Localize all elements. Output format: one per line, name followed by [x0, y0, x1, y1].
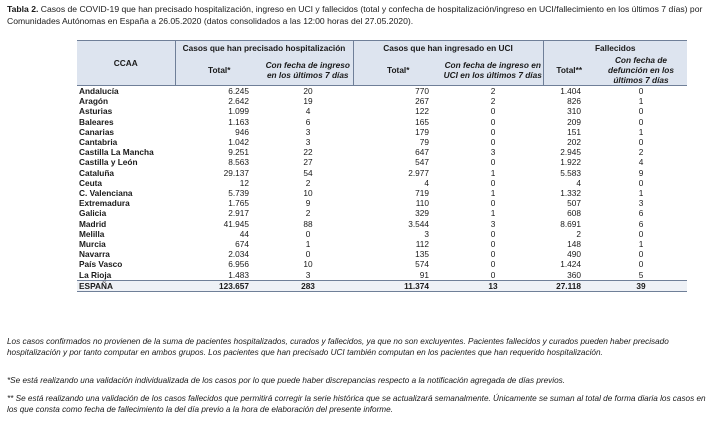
region-name-cell: País Vasco	[79, 259, 123, 270]
deaths-7d-cell: 0	[638, 116, 644, 127]
deaths-total-cell: 148	[567, 239, 581, 250]
hosp-7d-cell: 9	[305, 198, 311, 209]
deaths-total-cell: 209	[567, 116, 581, 127]
uci-total-header: Total*	[353, 55, 443, 86]
uci-7d-cell: 0	[490, 198, 496, 209]
uci-7d-cell: 2	[490, 96, 496, 107]
deaths-total-cell: 1.404	[560, 86, 581, 96]
hosp-7d-cell: 4	[305, 106, 311, 117]
hospitalization-group-header: Casos que han precisado hospitalización	[175, 41, 353, 56]
table-row	[77, 198, 687, 208]
region-name-cell: Aragón	[79, 96, 109, 107]
uci-7d-header: Con fecha de ingreso en UCI en los últimos 7 días	[443, 55, 543, 86]
uci-7d-cell: 1	[490, 167, 496, 178]
hosp-7d-cell: 22	[303, 147, 313, 158]
region-name-cell: Ceuta	[79, 177, 103, 188]
deaths-7d-header: Con fecha de defunción en los últimos 7 días	[595, 55, 687, 86]
hosp-7d-cell: 19	[303, 96, 313, 107]
caption-label: Tabla 2.	[7, 4, 39, 14]
hosp-total-cell: 12	[239, 177, 249, 188]
deaths-7d-cell: 1	[638, 188, 644, 199]
deaths-total-cell: 608	[567, 208, 581, 219]
hosp-7d-cell: 10	[303, 188, 313, 199]
region-name-cell: Canarias	[79, 126, 115, 137]
uci-7d-cell: 13	[443, 280, 543, 291]
hosp-total-cell: 1.765	[228, 198, 249, 209]
region-name-cell: Madrid	[79, 218, 107, 229]
uci-7d-cell: 0	[490, 157, 496, 168]
deaths-7d-cell: 4	[638, 157, 644, 168]
uci-total-cell: 4	[424, 177, 429, 188]
hosp-7d-cell: 88	[303, 218, 313, 229]
table-row	[77, 147, 687, 157]
table-row	[77, 127, 687, 137]
hosp-total-cell: 123.657	[175, 280, 263, 291]
note-validation: *Se está realizando una validación individualizada de los casos por lo que puede haber discrepancias respecto a la notificación agregada de días previos.	[7, 376, 566, 385]
deaths-7d-cell: 9	[638, 167, 644, 178]
hosp-7d-cell: 20	[303, 86, 313, 96]
region-name-cell: Murcia	[79, 239, 106, 250]
uci-7d-cell: 0	[490, 177, 496, 188]
deaths-total-cell: 490	[567, 249, 581, 260]
hosp-total-cell: 41.945	[223, 218, 249, 229]
deaths-7d-cell: 1	[638, 239, 644, 250]
hosp-total-cell: 9.251	[228, 147, 249, 158]
hosp-total-cell: 44	[239, 228, 249, 239]
hosp-7d-cell: 3	[305, 126, 311, 137]
deaths-total-header: Total**	[543, 55, 595, 86]
uci-7d-cell: 1	[490, 188, 496, 199]
deaths-7d-cell: 2	[638, 147, 644, 158]
table-row	[77, 86, 687, 97]
covid-hospitalization-table	[77, 40, 687, 292]
uci-7d-cell: 1	[490, 208, 496, 219]
hosp-total-cell: 946	[235, 126, 249, 137]
uci-total-cell: 329	[415, 208, 429, 219]
uci-total-cell: 3.544	[408, 218, 429, 229]
deaths-7d-cell: 6	[638, 208, 644, 219]
region-name-cell: ESPAÑA	[77, 280, 175, 291]
hosp-total-cell: 29.137	[223, 167, 249, 178]
deaths-total-cell: 2	[576, 228, 581, 239]
uci-7d-cell: 3	[490, 218, 496, 229]
region-name-cell: Castilla y León	[79, 157, 138, 168]
caption-text: Casos de COVID-19 que han precisado hospitalización, ingreso en UCI y fallecidos (total y confecha de hospitalización/ingreso en UCI/fallecimiento en los últimos 7 días) por Comunidades Autónomas en España a 26.05.2020 (datos consolidados a las 12:00 horas del 27.05.2020).	[7, 4, 703, 26]
uci-7d-cell: 0	[490, 269, 496, 280]
deaths-7d-cell: 1	[638, 96, 644, 107]
uci-total-cell: 135	[415, 249, 429, 260]
hosp-total-cell: 2.642	[228, 96, 249, 107]
table-caption	[7, 3, 713, 27]
ccaa-header: CCAA	[77, 41, 175, 86]
hosp-total-cell: 1.163	[228, 116, 249, 127]
deaths-total-cell: 202	[567, 137, 581, 148]
hosp-7d-cell: 3	[305, 137, 311, 148]
hosp-7d-cell: 0	[305, 249, 311, 260]
region-name-cell: Galicia	[79, 208, 107, 219]
region-name-cell: Extremadura	[79, 198, 130, 209]
deaths-total-cell: 4	[576, 177, 581, 188]
deaths-total-cell: 5.583	[560, 167, 581, 178]
deaths-total-cell: 507	[567, 198, 581, 209]
hosp-total-header: Total*	[175, 55, 263, 86]
uci-total-cell: 770	[415, 86, 429, 96]
table-row	[77, 229, 687, 239]
table-body	[77, 86, 687, 292]
region-name-cell: Baleares	[79, 116, 114, 127]
uci-total-cell: 91	[419, 269, 429, 280]
note-confirmed-cases: Los casos confirmados no provienen de la suma de pacientes hospitalizados, curados y fallecidos, ya que no son excluyentes. Pacientes fallecidos y curados pueden haber precisado hospitalización y por tanto computar en ambos grupos. Los pacientes que han precisado UCI también computan en los pacientes que han requerido hospitalización.	[7, 337, 669, 357]
hosp-total-cell: 2.034	[228, 249, 249, 260]
table-row	[77, 157, 687, 167]
uci-total-cell: 547	[415, 157, 429, 168]
deaths-7d-cell: 0	[638, 259, 644, 270]
region-name-cell: C. Valenciana	[79, 188, 133, 199]
hosp-7d-cell: 0	[305, 228, 311, 239]
deaths-total-cell: 1.922	[560, 157, 581, 168]
deaths-7d-cell: 0	[638, 249, 644, 260]
uci-7d-cell: 2	[490, 86, 496, 96]
uci-7d-cell: 0	[490, 137, 496, 148]
uci-total-cell: 165	[415, 116, 429, 127]
uci-total-cell: 574	[415, 259, 429, 270]
region-name-cell: La Rioja	[79, 269, 112, 280]
total-row	[77, 280, 687, 291]
table-row	[77, 137, 687, 147]
hosp-7d-cell: 1	[305, 239, 311, 250]
uci-7d-cell: 0	[490, 239, 496, 250]
hosp-total-cell: 5.739	[228, 188, 249, 199]
icu-group-header: Casos que han ingresado en UCI	[353, 41, 543, 56]
hosp-7d-cell: 2	[305, 177, 311, 188]
hosp-7d-header: Con fecha de ingreso en los últimos 7 días	[263, 55, 353, 86]
hosp-7d-cell: 54	[303, 167, 313, 178]
table-row	[77, 168, 687, 178]
uci-7d-cell: 0	[490, 228, 496, 239]
region-name-cell: Castilla La Mancha	[79, 147, 154, 158]
region-name-cell: Asturias	[79, 106, 113, 117]
deaths-7d-cell: 3	[638, 198, 644, 209]
deaths-7d-cell: 5	[638, 269, 644, 280]
hosp-total-cell: 2.917	[228, 208, 249, 219]
uci-total-cell: 719	[415, 188, 429, 199]
hosp-total-cell: 1.042	[228, 137, 249, 148]
deaths-7d-cell: 0	[638, 137, 644, 148]
uci-total-cell: 11.374	[353, 280, 443, 291]
deaths-total-cell: 27.118	[543, 280, 595, 291]
uci-total-cell: 647	[415, 147, 429, 158]
hosp-7d-cell: 3	[305, 269, 311, 280]
uci-total-cell: 179	[415, 126, 429, 137]
hosp-total-cell: 8.563	[228, 157, 249, 168]
hosp-total-cell: 6.245	[228, 86, 249, 96]
table-row	[77, 106, 687, 116]
deaths-7d-cell: 1	[638, 126, 644, 137]
table-row	[77, 259, 687, 269]
uci-7d-cell: 3	[490, 147, 496, 158]
region-name-cell: Cataluña	[79, 167, 115, 178]
uci-total-cell: 3	[424, 228, 429, 239]
uci-7d-cell: 0	[490, 106, 496, 117]
uci-7d-cell: 0	[490, 116, 496, 127]
deaths-total-cell: 826	[567, 96, 581, 107]
region-name-cell: Cantabria	[79, 137, 118, 148]
table-row	[77, 178, 687, 188]
table-row	[77, 219, 687, 229]
deaths-7d-cell: 39	[595, 280, 687, 291]
deaths-total-cell: 8.691	[560, 218, 581, 229]
region-name-cell: Navarra	[79, 249, 110, 260]
table-row	[77, 270, 687, 281]
uci-total-cell: 79	[419, 137, 429, 148]
table-row	[77, 239, 687, 249]
deaths-7d-cell: 0	[638, 86, 644, 96]
uci-7d-cell: 0	[490, 126, 496, 137]
uci-total-cell: 122	[415, 106, 429, 117]
deaths-total-cell: 360	[567, 269, 581, 280]
region-name-cell: Melilla	[79, 228, 105, 239]
deaths-7d-cell: 0	[638, 228, 644, 239]
uci-7d-cell: 0	[490, 259, 496, 270]
deaths-total-cell: 310	[567, 106, 581, 117]
hosp-total-cell: 674	[235, 239, 249, 250]
note-deaths-validation: ** Se está realizando una validación de los casos fallecidos que permitirá corregir la serie histórica que se actualizará semanalmente. Únicamente se suman al total de forma diaria los casos en los que consta como fecha de fallecimiento la del día previo a la hora de elaboración del presente informe.	[7, 394, 706, 414]
table-row	[77, 117, 687, 127]
deaths-total-cell: 151	[567, 126, 581, 137]
deaths-total-cell: 1.332	[560, 188, 581, 199]
table-row	[77, 188, 687, 198]
hosp-7d-cell: 283	[263, 280, 353, 291]
table-row	[77, 96, 687, 106]
uci-total-cell: 267	[415, 96, 429, 107]
hosp-total-cell: 1.099	[228, 106, 249, 117]
uci-7d-cell: 0	[490, 249, 496, 260]
deaths-total-cell: 1.424	[560, 259, 581, 270]
table-row	[77, 208, 687, 218]
deaths-group-header: Fallecidos	[543, 41, 687, 56]
hosp-7d-cell: 27	[303, 157, 313, 168]
uci-total-cell: 112	[415, 239, 429, 250]
hosp-total-cell: 6.956	[228, 259, 249, 270]
deaths-total-cell: 2.945	[560, 147, 581, 158]
hosp-total-cell: 1.483	[228, 269, 249, 280]
deaths-7d-cell: 0	[638, 106, 644, 117]
hosp-7d-cell: 10	[303, 259, 313, 270]
deaths-7d-cell: 6	[638, 218, 644, 229]
uci-total-cell: 2.977	[408, 167, 429, 178]
table-row	[77, 249, 687, 259]
hosp-7d-cell: 2	[305, 208, 311, 219]
deaths-7d-cell: 0	[638, 177, 644, 188]
uci-total-cell: 110	[415, 198, 429, 209]
region-name-cell: Andalucía	[79, 86, 119, 96]
hosp-7d-cell: 6	[305, 116, 311, 127]
